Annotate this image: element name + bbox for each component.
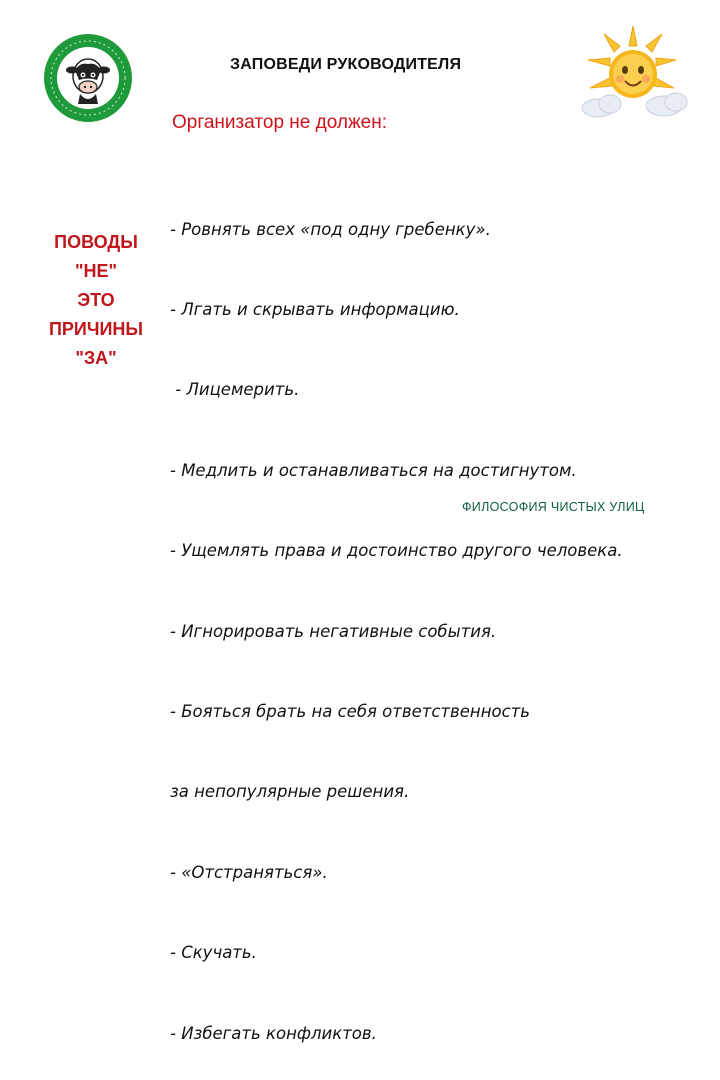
rule-item: - Лицемерить.	[170, 380, 300, 400]
sun-icon	[576, 24, 690, 124]
rule-item: за непопулярные решения.	[170, 782, 410, 802]
rule-item: - Ущемлять права и достоинство другого человека.	[170, 541, 623, 561]
rule-item: - Игнорировать негативные события.	[170, 621, 497, 641]
rule-item: - Скучать.	[170, 943, 257, 963]
subtitle: Организатор не должен:	[172, 112, 388, 133]
left-label-line: ПРИЧИНЫ	[48, 319, 144, 339]
left-label	[28, 228, 164, 373]
left-label-line: ПОВОДЫ	[54, 232, 138, 252]
rule-item: - Медлить и останавливаться на достигнутом.	[170, 460, 577, 480]
left-label-line: ЭТО	[77, 290, 115, 310]
footer-text: ФИЛОСОФИЯ ЧИСТЫХ УЛИЦ	[462, 500, 645, 514]
left-label-line: "НЕ"	[74, 261, 118, 281]
left-label-line: "ЗА"	[75, 348, 117, 368]
rules-list	[170, 163, 715, 1080]
rule-item: - Бояться брать на себя ответственность	[170, 701, 531, 721]
page-title: ЗАПОВЕДИ РУКОВОДИТЕЛЯ	[230, 56, 462, 73]
rule-item: - Ровнять всех «под одну гребенку».	[170, 219, 491, 239]
rule-item: - Избегать конфликтов.	[170, 1023, 377, 1043]
rule-item: - Лгать и скрывать информацию.	[170, 299, 460, 319]
cow-logo-icon	[42, 32, 134, 124]
rule-item: - «Отстраняться».	[170, 862, 328, 882]
